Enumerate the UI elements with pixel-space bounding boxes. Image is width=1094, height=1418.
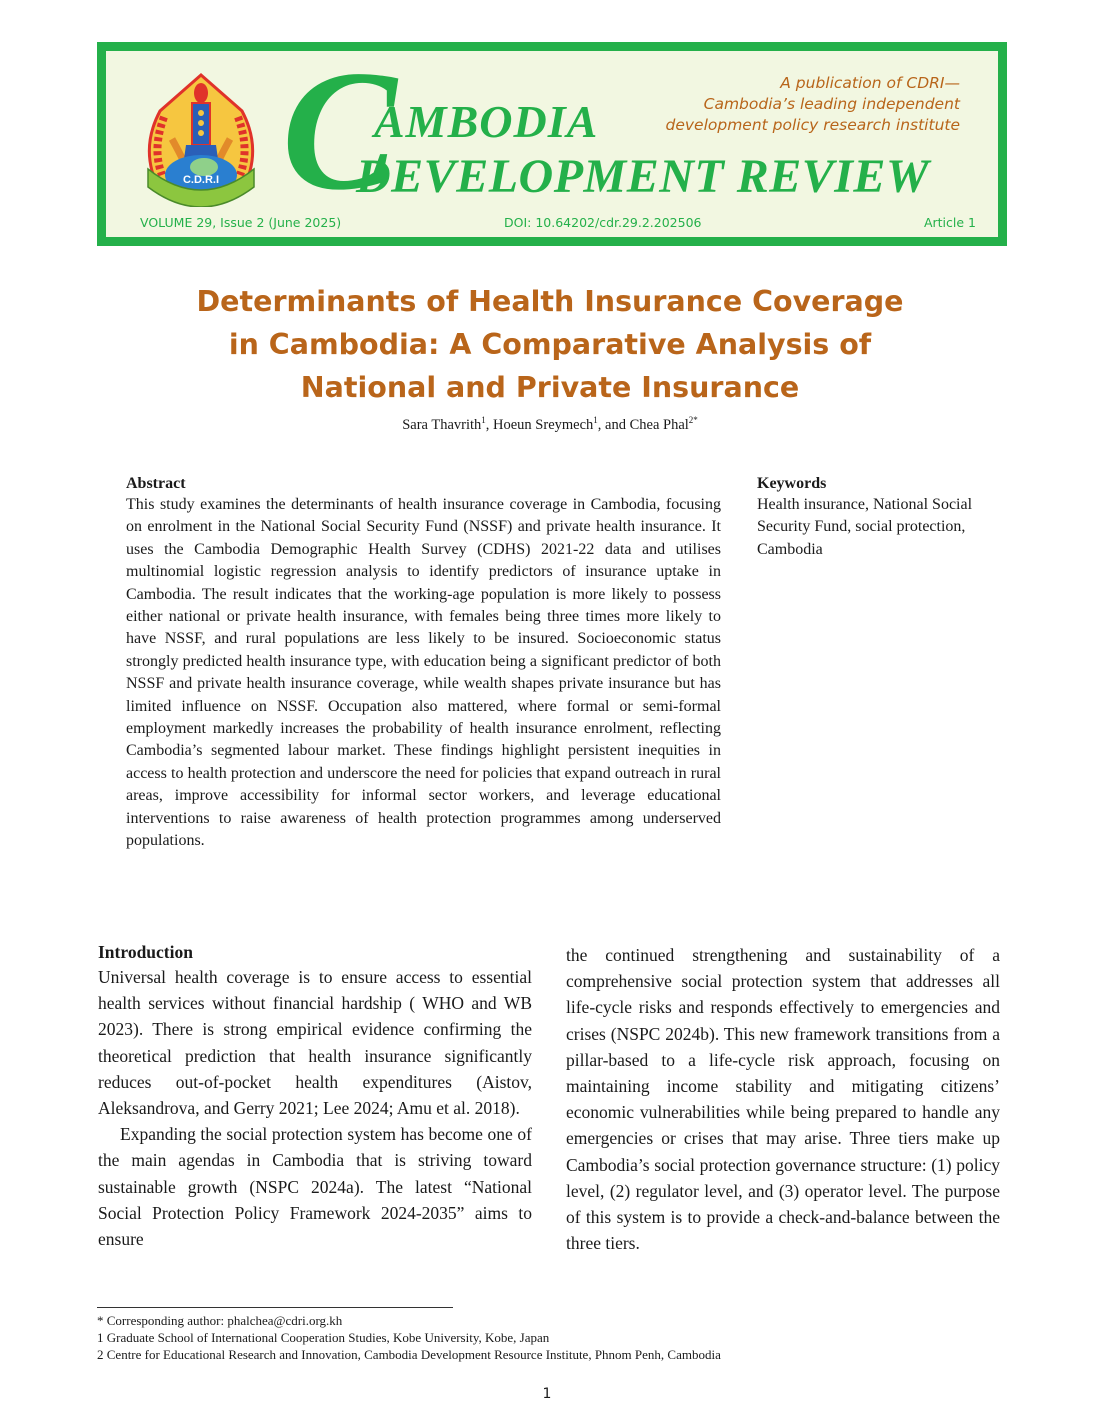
abstract-text: This study examines the determinants of health insurance coverage in Cambodia, focusing on enrolment in the National Social Security Fund (NSSF) and private health insurance. It uses the Cambodia Demographic Health Survey (CDHS) 2021-22 data and utilises multinomial logistic regression analysis to identify predictors of insurance uptake in Cambodia. The result indicates that the working-age population is more likely to possess either national or private health insurance, with females being three times more likely to have NSSF, and rural populations are less likely to be insured. Socioeconomic status strongly predicted health insurance type, with education being a significant predictor of both NSSF and private health insurance coverage, while wealth shapes private insurance but has limited influence on NSSF. Occupation also mattered, where formal or semi-formal employment markedly increases the probability of health insurance enrolment, reflecting Cambodia’s segmented labour market. These findings highlight persistent inequities in access to health protection and underscore the need for policies that expand outreach in rural areas, improve accessibility for informal sector workers, and leverage educational interventions to raise awareness of health protection programmes among underserved populations.: [126, 496, 721, 850]
masthead-panel: [106, 36, 998, 237]
article-title: [100, 280, 1000, 409]
journal-title-line1: AMBODIA: [374, 96, 599, 147]
body-paragraph: the continued strengthening and sustainability of a comprehensive social protection system that addresses all life-cycle risks and responds effectively to emergencies and crises (NSPC 2024b). This new framework transitions from a pillar-based to a life-cycle risk approach, focusing on maintaining income stability and mitigating citizens’ economic vulnerabilities while being prepared to handle any emergencies or crises that may arise. Three tiers make up Cambodia’s social protection governance structure: (1) policy level, (2) regulator level, and (3) operator level. The purpose of this system is to provide a check-and-balance between the three tiers.: [566, 945, 1000, 1254]
author-separator: , and: [597, 416, 630, 433]
introduction-heading: Introduction: [98, 942, 193, 962]
doi-link[interactable]: DOI: 10.64202/cdr.29.2.202506: [504, 215, 702, 230]
author-affiliation-mark: 1: [593, 415, 598, 425]
body-paragraph: Universal health coverage is to ensure access to essential health services without financial hardship ( WHO and WB 2023). There is strong empirical evidence confirming the theoretical prediction that health insurance significantly reduces out-of-pocket health expenditures (Aistov, Aleksandrova, and Gerry 2021; Lee 2024; Amu et al. 2018).: [98, 967, 532, 1119]
publication-statement: [666, 73, 961, 136]
title-line: National and Private Insurance: [300, 371, 800, 404]
body-column-left: [98, 942, 532, 1252]
cdri-emblem-icon: [142, 71, 260, 207]
abstract-section: [126, 474, 721, 853]
journal-title-initial: C: [282, 36, 397, 226]
author-separator: ,: [485, 416, 494, 433]
publication-line: Cambodia’s leading independent: [703, 95, 960, 113]
author-list: [100, 415, 1000, 434]
keywords-heading: Keywords: [757, 475, 827, 492]
svg-text:C.D.R.I: C.D.R.I: [182, 174, 220, 186]
page-number: 1: [542, 1386, 552, 1402]
publication-line: development policy research institute: [665, 116, 960, 134]
volume-issue: VOLUME 29, Issue 2 (June 2025): [140, 215, 342, 230]
author-affiliation-mark: 1: [481, 415, 486, 425]
author-name: Chea Phal: [629, 416, 689, 433]
author-name: Hoeun Sreymech: [493, 416, 594, 433]
title-line: in Cambodia: A Comparative Analysis of: [228, 328, 872, 361]
footnote-affiliation: 2 Centre for Educational Research and Innovation, Cambodia Development Resource Institute, Phnom Penh, Cambodia: [97, 1347, 721, 1362]
footnote-divider: [97, 1307, 453, 1308]
author-affiliation-mark: 2*: [688, 415, 698, 425]
publication-line: A publication of CDRI—: [780, 74, 960, 92]
title-line: Determinants of Health Insurance Coverage: [196, 285, 904, 318]
keywords-text: Health insurance, National Social Security Fund, social protection, Cambodia: [757, 496, 973, 558]
keywords-section: [757, 474, 997, 561]
author-name: Sara Thavrith: [402, 416, 482, 433]
footnote-affiliation: 1 Graduate School of International Cooperation Studies, Kobe University, Kobe, Japan: [97, 1330, 550, 1345]
body-column-right: [566, 942, 1000, 1256]
footnotes: [97, 1312, 997, 1363]
footnote-corresponding-author: * Corresponding author: phalchea@cdri.org.kh: [97, 1313, 343, 1328]
article-number: Article 1: [923, 215, 976, 230]
journal-masthead: [97, 36, 1007, 246]
abstract-heading: Abstract: [126, 475, 186, 492]
journal-title-line2: DEVELOPMENT REVIEW: [356, 150, 930, 203]
body-paragraph: Expanding the social protection system has become one of the main agendas in Cambodia that is striving toward sustainable growth (NSPC 2024a). The latest “National Social Protection Policy Framework 2024-2035” aims to ensure: [98, 1124, 532, 1250]
